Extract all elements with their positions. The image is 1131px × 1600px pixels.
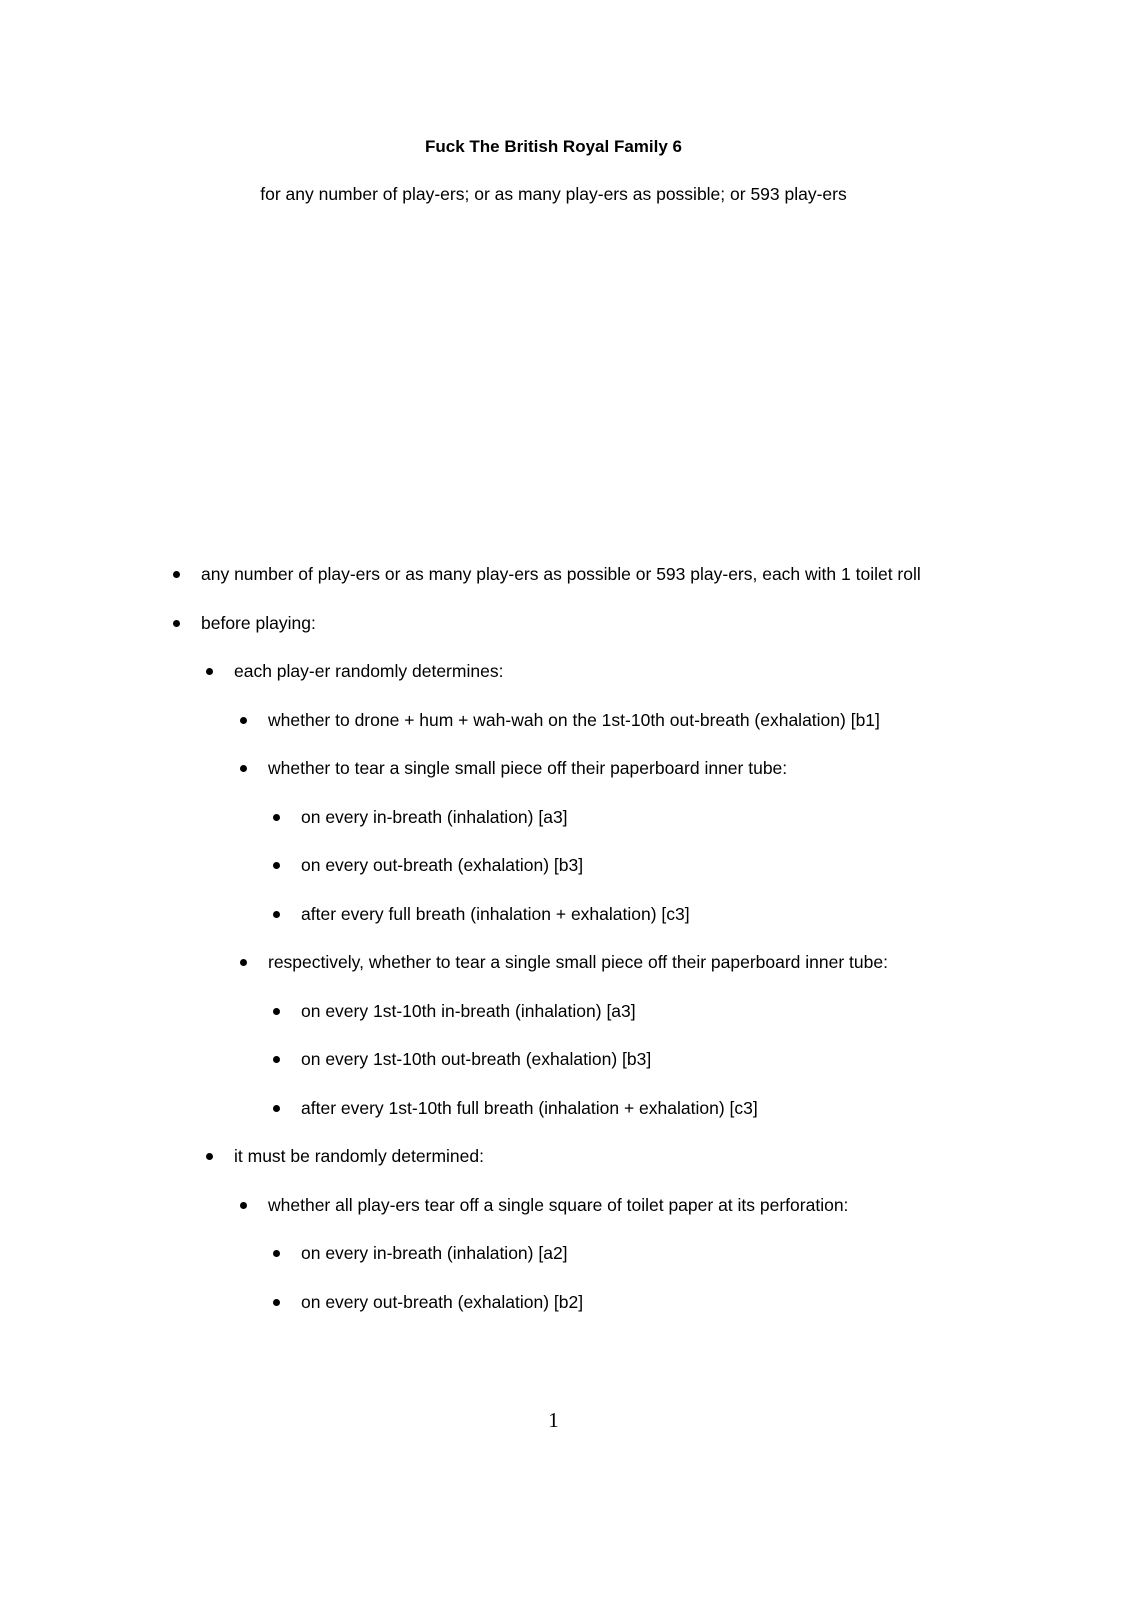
list-item-text: on every 1st-10th out-breath (exhalation) [b3] [301,1049,652,1069]
list-item-text: on every in-breath (inhalation) [a2] [301,1243,568,1263]
list-item-text: on every in-breath (inhalation) [a3] [301,806,568,827]
list-item-text: before playing: [201,612,316,633]
list-item-text: each play-er randomly determines: [234,661,504,681]
list-item [301,806,568,828]
bullet-icon [273,1105,280,1112]
bullet-icon [173,620,180,627]
list-item [268,1194,848,1216]
bullet-icon [273,1299,280,1306]
bullet-icon [240,959,247,966]
list-item [268,709,880,731]
bullet-icon [273,814,280,821]
document-title: Fuck The British Royal Family 6 [425,137,682,156]
list-item [301,1291,583,1313]
document-subtitle: for any number of play-ers; or as many play-ers as possible; or 593 play-ers [260,184,847,204]
list-item [301,1000,636,1022]
bullet-icon [173,571,180,578]
list-item [301,1097,758,1119]
page-number: 1 [548,1408,559,1432]
list-item [301,854,583,876]
list-item-text: on every out-breath (exhalation) [b2] [301,1291,584,1312]
list-item-text: whether to drone + hum + wah-wah on the 1st-10th out-breath (exhalation) [b1] [268,709,880,730]
bullet-icon [240,717,247,724]
list-item [301,903,690,925]
bullet-icon [273,1008,280,1015]
bullet-icon [273,1056,280,1063]
bullet-icon [240,765,247,772]
list-item-text: whether all play-ers tear off a single square of toilet paper at its perforation: [268,1194,849,1215]
list-item-text: on every out-breath (exhalation) [b3] [301,855,584,875]
list-item [234,1145,484,1167]
list-item [301,1242,568,1264]
list-item [268,757,787,779]
list-item-text: respectively, whether to tear a single small piece off their paperboard inner tube: [268,952,888,972]
list-item-text: it must be randomly determined: [234,1146,484,1166]
list-item-text: any number of play-ers or as many play-ers as possible or 593 play-ers, each with 1 toilet roll [201,564,921,584]
bullet-icon [273,862,280,869]
bullet-icon [273,1250,280,1257]
list-item-text: after every full breath (inhalation + exhalation) [c3] [301,903,690,924]
list-item [268,951,888,973]
list-item-text: whether to tear a single small piece off their paperboard inner tube: [268,758,788,778]
list-item-text: on every 1st-10th in-breath (inhalation) [a3] [301,1000,636,1021]
list-item [234,660,503,682]
list-item [201,612,316,634]
bullet-icon [206,668,213,675]
list-item [301,1048,651,1070]
bullet-icon [273,911,280,918]
bullet-icon [206,1153,213,1160]
list-item [201,563,921,585]
bullet-icon [240,1202,247,1209]
list-item-text: after every 1st-10th full breath (inhalation + exhalation) [c3] [301,1097,758,1118]
